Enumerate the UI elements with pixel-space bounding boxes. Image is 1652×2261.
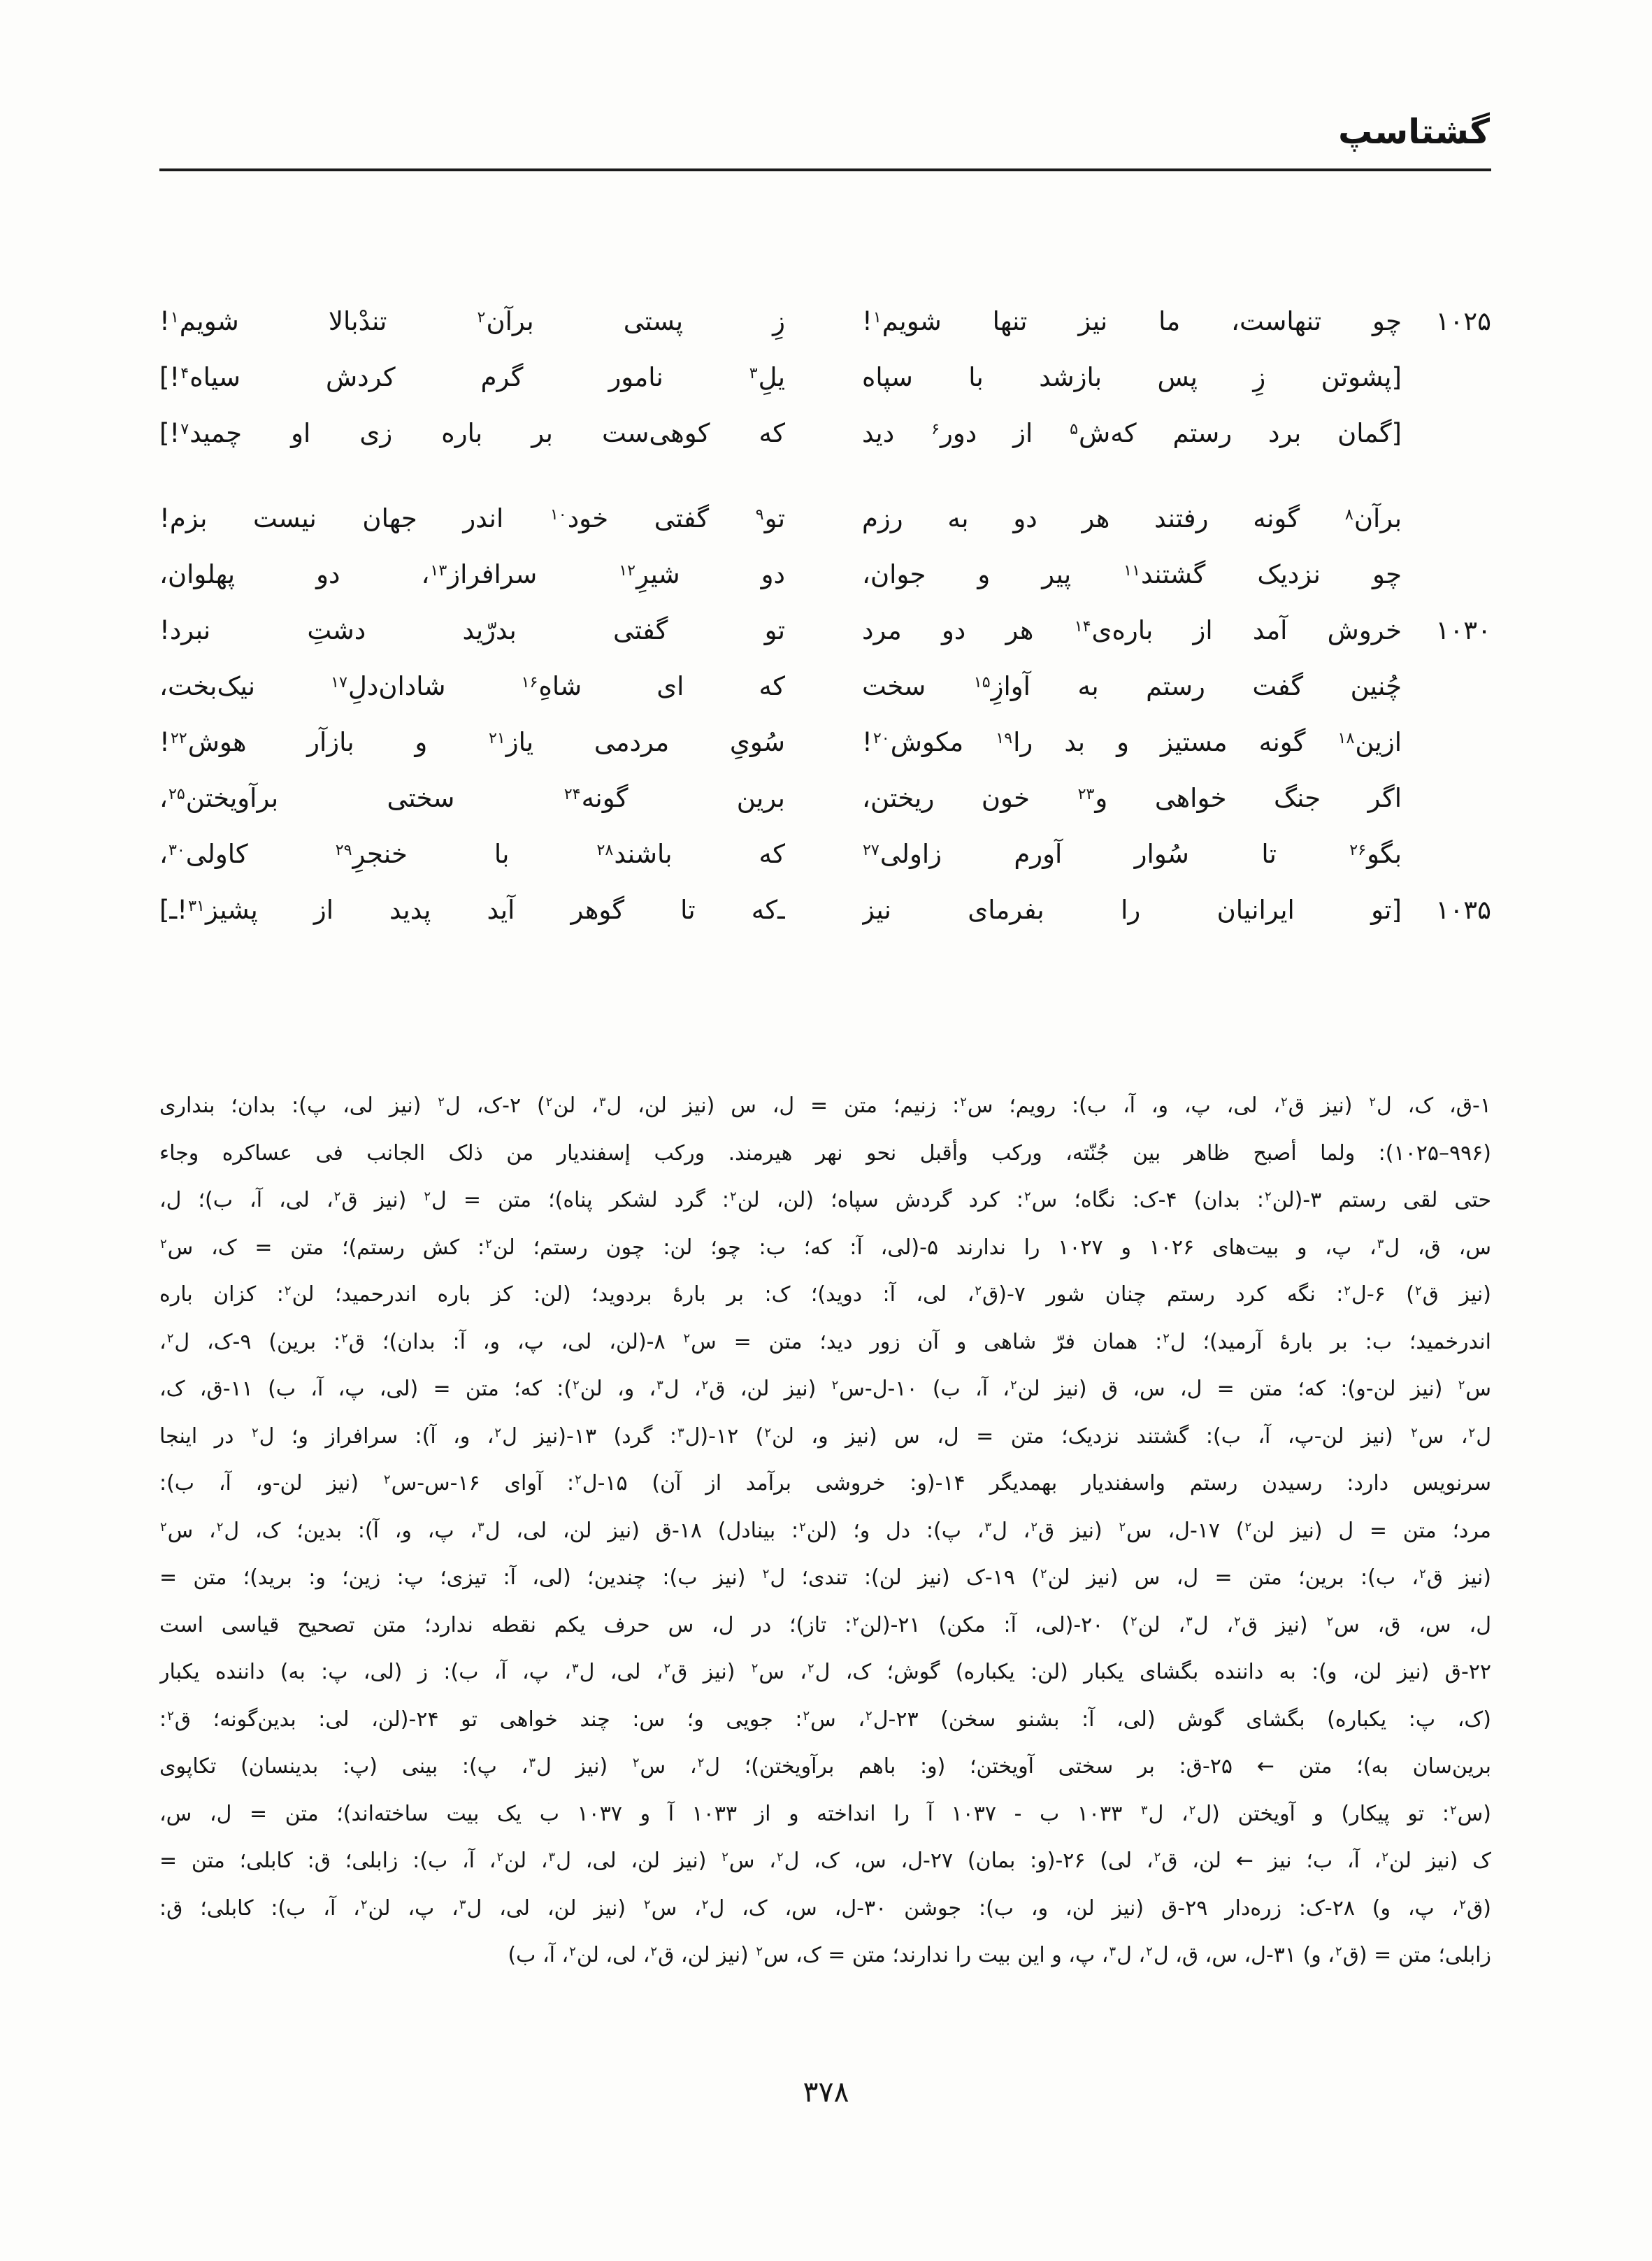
footnote-line: (۹۹۶–۱۰۲۵): ولما أصبح ظاهر بین جُنّته، ورکب وأقبل نحو نهر هیرمند. ورکب إسفندیار من ذلک الجانب فی عساکره وجاء (159, 1140, 1491, 1165)
footnote-line: (س$^۲$: تو پیکار) و آویختن (ل$^۲$، ل$^۳$ ۱۰۳۳ ب - ۱۰۳۷ آ را انداخته و از ۱۰۳۳ آ و ۱۰۳۷ ب یک بیت ساخته‌اند)؛ متن = ل، س، (159, 1801, 1491, 1826)
hemistich-right: چو تنهاست، ما نیز تنها شویم$^۱$! (862, 306, 1402, 336)
verse-row (159, 770, 1491, 826)
verse-row (159, 603, 1491, 659)
page-number: ۳۷۸ (803, 2075, 849, 2109)
chapter-title: گشتاسپ (1338, 112, 1490, 152)
footnote-line: ۲۲-ق (نیز لن، و): به داننده بگشای یکبار (لن: یکباره) گوش؛ ک، ل$^۲$، س$^۲$ (نیز ق$^۲$، لی، ل$^۳$، پ، آ، ب): ز (لی، پ: به) داننده یکبار (159, 1660, 1491, 1684)
page-header (162, 112, 1490, 152)
hemistich-right: چو نزدیک گشتند$^{۱۱}$ پیر و جوان، (862, 559, 1402, 589)
footnote-line: س، ق، ل$^۳$، پ، و بیت‌های ۱۰۲۶ و ۱۰۲۷ را ندارند ۵-(لی، آ: که؛ ب: چو؛ لن: چون رستم؛ لن$^۲$: کش رستم)؛ متن = ک، س$^۲$ (160, 1235, 1491, 1260)
hemistich-left: سُویِ مردمی یاز$^{۲۱}$ و بازآر هوش$^{۲۲}$! (159, 727, 785, 757)
hemistich-left: برین گونه$^{۲۴}$ سختی برآویختن$^{۲۵}$، (159, 783, 785, 813)
footnote-line: س$^۲$ (نیز لن-و): که؛ متن = ل، س، ق (نیز لن$^۲$، آ، ب) ۱۰-ل-س$^۲$ (نیز لن، ق$^۲$، ل$^۳$، و، لن$^۲$): که؛ متن = (لی، پ، آ، ب) ۱۱-ق، ک، (159, 1377, 1491, 1401)
hemistich-left: که ای شاهِ$^{۱۶}$ شادان‌دلِ$^{۱۷}$ نیک‌بخت، (159, 671, 785, 701)
footnote-line: (ق$^۲$، پ، و) ۲۸-ک: زره‌دار ۲۹-ق (نیز لن، و، ب): جوشن ۳۰-ل، س، ک، ل$^۲$، س$^۲$ (نیز لن، لی، ل$^۳$، پ، لن$^۲$، آ، ب): کابلی؛ ق: (159, 1895, 1491, 1921)
hemistich-right: [گمان برد رستم که‌ش$^۵$ از دور$^۶$ دید (862, 418, 1402, 448)
footnote-line: (نیز ق$^۲$، ب): برین؛ متن = ل، س (نیز لن$^۲$) ۱۹-ک (نیز لن): تندی؛ ل$^۲$ (نیز ب): چندین؛ (لی، آ: تیزی؛ پ: زین؛ و: برید)؛ متن = (159, 1565, 1491, 1590)
footnote-line: مرد؛ متن = ل (نیز لن$^۲$) ۱۷-ل، س$^۲$ (نیز ق$^۲$، ل$^۳$، پ): دل و؛ (لن$^۲$: بینادل) ۱۸-ق (نیز لن، لی، ل$^۳$، پ، و، آ): بدین؛ ک، ل$^۲$، س$^۲$ (160, 1518, 1491, 1543)
hemistich-left: تو$^۹$ گفتی خود$^{۱۰}$ اندر جهان نیست بزم! (159, 503, 785, 533)
poem-section (159, 294, 1491, 938)
footnote-line: (نیز ق$^۲$) ۶-ل$^۲$: نگه کرد رستم چنان شور ۷-(ق$^۲$، لی، آ: دوید)؛ ک: بر بارهٔ بردوید؛ (لن: کز باره اندرحمید؛ لن$^۲$: کزان باره (159, 1282, 1491, 1307)
header-divider-rule (159, 168, 1491, 171)
verse-row (159, 405, 1491, 461)
footnote-line: (ک، پ: یکباره) بگشای گوش (لی، آ: بشنو سخن) ۲۳-ل$^۲$، س$^۲$: جویی و؛ س: چند خواهی تو ۲۴-(لن، لی: بدین‌گونه؛ ق$^۲$: (159, 1707, 1491, 1732)
hemistich-right: ازین$^{۱۸}$ گونه مستیز و بد را$^{۱۹}$ مکوش$^{۲۰}$! (862, 727, 1402, 757)
footnote-line: برین‌سان به)؛ متن ← ۲۵-ق: بر سختی آویختن؛ (و: باهم برآویختن)؛ ل$^۲$، س$^۲$ (نیز ل$^۳$، پ): بینی (پ: بدینسان) تکاپوی (159, 1754, 1491, 1779)
hemistich-left: که کوهی‌ست بر باره زی او چمید$^۷$!] (159, 418, 785, 448)
hemistich-left: زِ پستی برآن$^۲$ تندْبالا شویم$^۱$! (159, 306, 785, 336)
footnote-line: ۱-ق، ک، ل$^۲$ (نیز ق$^۲$، لی، پ، و، آ، ب): رویم؛ س$^۲$: زنیم؛ متن = ل، س (نیز لن، ل$^۳$، لن$^۲$) ۲-ک، ل$^۲$ (نیز لی، پ): بدان؛ بنداری (159, 1093, 1491, 1118)
hemistich-right: برآن$^۸$ گونه رفتند هر دو به رزم (862, 503, 1402, 533)
verse-number: ۱۰۳۵ (1435, 895, 1491, 925)
verse-row (159, 491, 1491, 547)
verse-row (159, 659, 1491, 715)
footnote-line: سرنویس دارد: رسیدن رستم واسفندیار بهمدیگر ۱۴-(و: خروشی برآمد از آن) ۱۵-ل$^۲$: آوای ۱۶-س-س$^۲$ (نیز لن-و، آ، ب): (159, 1471, 1491, 1495)
hemistich-right: خروش آمد از باره‌ی$^{۱۴}$ هر دو مرد (862, 615, 1402, 645)
hemistich-right: [پشوتن زِ پس بازشد با سپاه (862, 362, 1402, 392)
hemistich-left: که باشند$^{۲۸}$ با خنجرِ$^{۲۹}$ کاولی$^{۳۰}$، (159, 839, 785, 869)
footnote-line: ل، س، ق، س$^۲$ (نیز ق$^۲$، ل$^۳$، لن$^۲$) ۲۰-(لی، آ: مکن) ۲۱-(لن$^۲$: تاز)؛ در ل، س حرف یکم نقطه ندارد؛ متن تصحیح قیاسی است (159, 1612, 1491, 1637)
verse-row (159, 350, 1491, 405)
hemistich-right: بگو$^{۲۶}$ تا سُوار آورم زاولی$^{۲۷}$ (863, 839, 1402, 869)
hemistich-left: تو گفتی بدرّید دشتِ نبرد! (159, 615, 785, 645)
footnote-line: ک (نیز لن$^۲$، آ، ب؛ نیز ← لن، ق$^۲$، لی) ۲۶-(و: بمان) ۲۷-ل، س، ک، ل$^۲$، س$^۲$ (نیز لن، لی، ل$^۳$، لن$^۲$، آ، ب): زابلی؛ ق: کابلی؛ متن = (159, 1849, 1491, 1873)
hemistich-left: یلِ$^۳$ نامور گرم کردش سیاه$^۴$!] (159, 362, 785, 392)
footnote-line: زابلی؛ متن = (ق$^۲$، و) ۳۱-ل، س، ق، ل$^۲$، ل$^۳$، پ، و این بیت را ندارند؛ متن = ک، س$^۲$ (نیز لن، ق$^۲$، لی، لن$^۲$، آ، ب) (508, 1943, 1491, 1967)
verse-number: ۱۰۲۵ (1435, 306, 1491, 336)
hemistich-right: اگر جنگ خواهی و$^{۲۳}$ خون ریختن، (862, 783, 1402, 813)
verse-number: ۱۰۳۰ (1435, 615, 1491, 645)
hemistich-left: دو شیرِ$^{۱۲}$ سرافراز$^{۱۳}$، دو پهلوان، (159, 559, 785, 589)
verse-row (159, 547, 1491, 603)
verse-row (159, 294, 1491, 350)
hemistich-left: ـ‌که تا گوهر آید پدید از پشیز$^{۳۱}$!ـ] (159, 895, 785, 925)
apparatus-footnotes (159, 1082, 1491, 1979)
verse-row (159, 715, 1491, 770)
verse-row (159, 882, 1491, 938)
footnote-line: حتی لقی رستم ۳-(لن$^۲$: بدان) ۴-ک: نگاه؛ س$^۲$: کرد گردش سپاه؛ (لن، لن$^۲$: گرد لشکر پناه)؛ متن = ل$^۲$ (نیز ق$^۲$، لی، آ، ب)؛ ل، (159, 1188, 1491, 1212)
hemistich-right: [تو ایرانیان را بفرمای نیز (862, 895, 1402, 925)
stanza-break (159, 461, 1491, 491)
footnote-line: ل$^۲$، س$^۲$ (نیز لن-پ، آ، ب): گشتند نزدیک؛ متن = ل، س (نیز و، لن$^۲$) ۱۲-(ل$^۳$: گرد) ۱۳-(نیز ل$^۲$، و، آ): سرافراز و؛ ل$^۲$ در اینجا (159, 1423, 1491, 1449)
hemistich-right: چُنین گفت رستم به آوازِ$^{۱۵}$ سخت (862, 671, 1402, 701)
verse-row (159, 826, 1491, 882)
footnote-line: اندرخمید؛ ب: بر بارهٔ آرمید)؛ ل$^۲$: همان فرّ شاهی و آن زور دید؛ متن = س$^۲$ ۸-(لن، لی، پ، و، آ: بدان)؛ ق$^۲$: برین) ۹-ک، ل$^۲$، (159, 1329, 1491, 1354)
